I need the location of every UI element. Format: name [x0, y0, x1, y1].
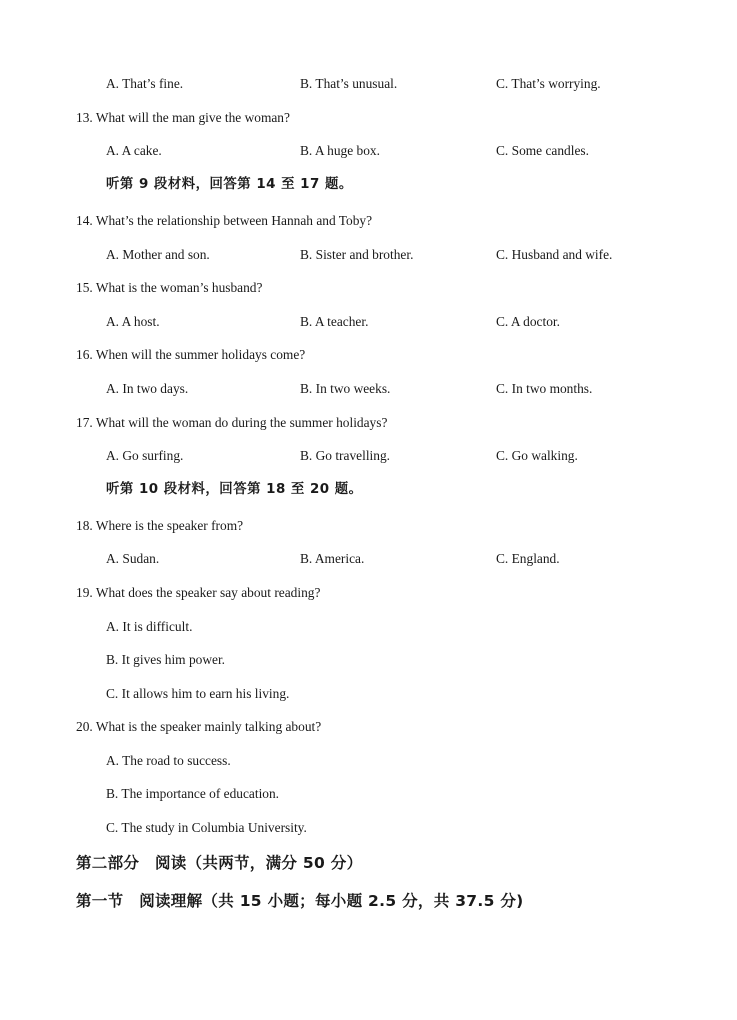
q17-option-b: B. Go travelling.	[300, 448, 391, 463]
material-9-note: 听第 9 段材料，回答第 14 至 17 题。	[106, 177, 353, 192]
q18-option-c: C. England.	[496, 551, 560, 566]
q14-option-b: B. Sister and brother.	[300, 247, 414, 262]
q20-option-a: A. The road to success.	[106, 753, 231, 768]
q14-question-row	[0, 211, 737, 231]
q14-option-a: A. Mother and son.	[106, 247, 210, 262]
q14-option-c: C. Husband and wife.	[496, 247, 613, 262]
q19-option-b: B. It gives him power.	[106, 652, 226, 667]
q13-question-row	[0, 108, 737, 128]
q15-option-b: B. A teacher.	[300, 314, 369, 329]
q16-option-a: A. In two days.	[106, 381, 189, 396]
q18-question-row	[0, 516, 737, 536]
q13-option-b: B. A huge box.	[300, 143, 380, 158]
material-10-note-row	[0, 480, 737, 500]
q13-options-row	[0, 141, 737, 161]
q13-option-a: A. A cake.	[106, 143, 162, 158]
q20-option-b: B. The importance of education.	[106, 786, 280, 801]
section-1-heading: 第一节 阅读理解（共 15 小题；每小题 2.5 分，共 37.5 分)	[76, 892, 524, 910]
q18-option-b: B. America.	[300, 551, 365, 566]
q12-options-row	[0, 74, 737, 94]
q20-option-c-row	[0, 818, 737, 838]
material-9-note-row	[0, 175, 737, 195]
q19-option-b-row	[0, 650, 737, 670]
q17-options-row	[0, 446, 737, 466]
q15-question: 15. What is the woman’s husband?	[76, 280, 263, 295]
q17-option-c: C. Go walking.	[496, 448, 578, 463]
q17-question-row	[0, 413, 737, 433]
q17-question: 17. What will the woman do during the summer holidays?	[76, 415, 388, 430]
q20-option-a-row	[0, 751, 737, 771]
q20-question-row	[0, 717, 737, 737]
q18-option-a: A. Sudan.	[106, 551, 160, 566]
q15-question-row	[0, 278, 737, 298]
part-2-heading-row	[0, 852, 737, 874]
part-2-heading: 第二部分 阅读（共两节，满分 50 分）	[76, 854, 363, 872]
q14-options-row	[0, 245, 737, 265]
q15-options-row	[0, 312, 737, 332]
q20-question: 20. What is the speaker mainly talking about?	[76, 719, 322, 734]
q16-question: 16. When will the summer holidays come?	[76, 347, 306, 362]
material-10-note: 听第 10 段材料，回答第 18 至 20 题。	[106, 482, 363, 497]
q12-option-b: B. That’s unusual.	[300, 76, 398, 91]
q16-option-b: B. In two weeks.	[300, 381, 391, 396]
q15-option-c: C. A doctor.	[496, 314, 560, 329]
q19-option-a-row	[0, 617, 737, 637]
q19-option-c: C. It allows him to earn his living.	[106, 686, 290, 701]
q12-option-a: A. That’s fine.	[106, 76, 184, 91]
q14-question: 14. What’s the relationship between Hannah and Toby?	[76, 213, 373, 228]
q15-option-a: A. A host.	[106, 314, 160, 329]
q16-question-row	[0, 345, 737, 365]
section-1-heading-row	[0, 890, 737, 912]
q16-options-row	[0, 379, 737, 399]
q20-option-b-row	[0, 784, 737, 804]
q17-option-a: A. Go surfing.	[106, 448, 184, 463]
q19-option-a: A. It is difficult.	[106, 619, 193, 634]
q13-option-c: C. Some candles.	[496, 143, 589, 158]
q16-option-c: C. In two months.	[496, 381, 593, 396]
q18-options-row	[0, 549, 737, 569]
q18-question: 18. Where is the speaker from?	[76, 518, 244, 533]
q20-option-c: C. The study in Columbia University.	[106, 820, 307, 835]
q19-question: 19. What does the speaker say about reading?	[76, 585, 321, 600]
q19-option-c-row	[0, 684, 737, 704]
q12-option-c: C. That’s worrying.	[496, 76, 601, 91]
q19-question-row	[0, 583, 737, 603]
q13-question: 13. What will the man give the woman?	[76, 110, 290, 125]
